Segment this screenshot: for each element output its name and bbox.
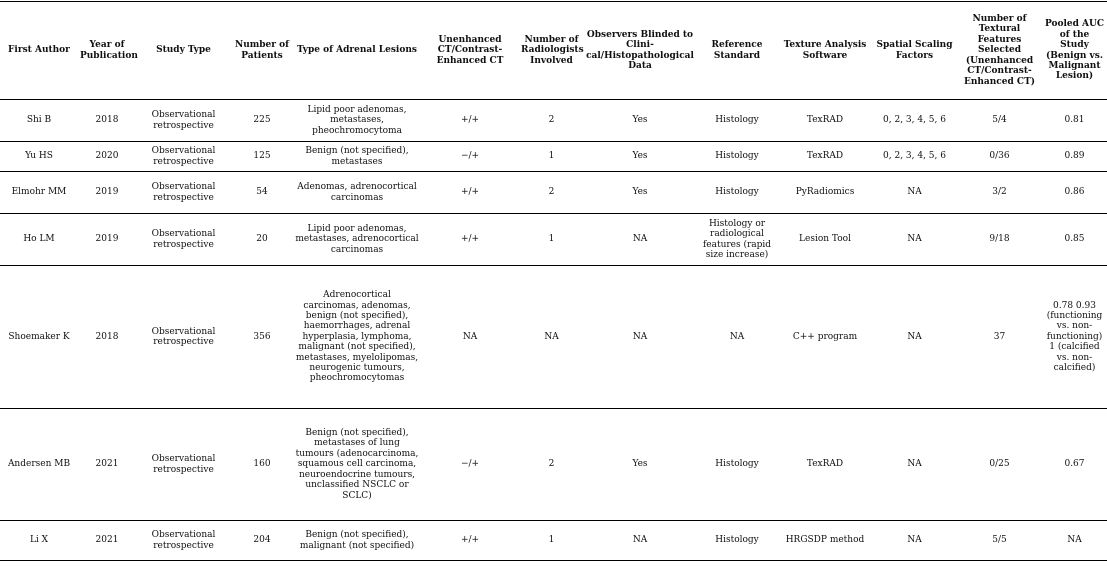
- cell-auc: NA: [1067, 535, 1082, 546]
- header-patients: Number of Patients: [234, 40, 290, 61]
- cell-ct: +/+: [460, 115, 480, 126]
- cell-lesions: Benign (not specified), metastases: [305, 146, 409, 167]
- cell-auc: 0.86: [1064, 187, 1085, 198]
- cell-reference: NA: [729, 331, 745, 342]
- cell-auc: 0.89: [1064, 151, 1085, 162]
- cell-first-author: Li X: [29, 535, 49, 546]
- cell-study-type: Observational retrospective: [151, 530, 216, 551]
- cell-study-type: Observational retrospective: [151, 229, 216, 250]
- cell-lesions: Lipid poor adenomas, metastases, pheochromocytoma: [307, 104, 407, 136]
- cell-radiologists: NA: [544, 331, 559, 342]
- cell-features: 9/18: [989, 234, 1010, 245]
- cell-reference: Histology: [715, 535, 759, 546]
- cell-first-author: Elmohr MM: [11, 187, 67, 198]
- cell-auc: 0.78 0.93 (functioning vs. non-functioning) 1 (calcified vs. non-calcified): [1046, 300, 1103, 374]
- header-scaling: Spatial Scaling Factors: [876, 40, 953, 61]
- cell-software: PyRadiomics: [795, 187, 855, 198]
- cell-radiologists: 1: [548, 151, 555, 162]
- table-row: [0, 100, 1107, 142]
- header-auc: Pooled AUC of the Study (Benign vs. Malignant Lesion): [1044, 19, 1105, 82]
- table-row: [0, 521, 1107, 561]
- cell-year: 2019: [95, 234, 119, 245]
- header-lesions: Type of Adrenal Lesions: [297, 45, 417, 56]
- table-row: [0, 409, 1107, 521]
- cell-first-author: Shi B: [26, 115, 52, 126]
- cell-lesions: Adenomas, adrenocortical carcinomas: [297, 182, 417, 203]
- cell-patients: 225: [253, 115, 271, 126]
- table-row: [0, 172, 1107, 214]
- cell-reference: Histology: [715, 151, 759, 162]
- cell-blinded: Yes: [632, 115, 648, 126]
- cell-scaling: NA: [907, 187, 922, 198]
- cell-features: 5/4: [992, 115, 1007, 126]
- cell-study-type: Observational retrospective: [151, 454, 216, 475]
- cell-blinded: Yes: [632, 459, 648, 470]
- cell-radiologists: 2: [548, 115, 555, 126]
- cell-scaling: NA: [907, 535, 922, 546]
- cell-first-author: Yu HS: [25, 151, 53, 162]
- table-row: [0, 266, 1107, 409]
- cell-lesions: Benign (not specified), metastases of lung tumours (adenocarcinoma, squamous cell carcinoma, neuroendocrine tumours, unclassified NSCLC or SCLC): [295, 428, 419, 501]
- table-row: [0, 214, 1107, 266]
- cell-software: C++ program: [792, 331, 858, 342]
- cell-software: TexRAD: [806, 151, 844, 162]
- cell-blinded: NA: [632, 234, 648, 245]
- cell-reference: Histology: [715, 115, 759, 126]
- cell-ct: +/+: [460, 535, 480, 546]
- table-row: [0, 142, 1107, 172]
- cell-blinded: Yes: [632, 187, 648, 198]
- cell-software: TexRAD: [806, 459, 844, 470]
- cell-features: 37: [993, 331, 1006, 342]
- cell-auc: 0.85: [1064, 234, 1085, 245]
- cell-scaling: NA: [907, 331, 922, 342]
- cell-ct: +/+: [460, 234, 480, 245]
- cell-blinded: Yes: [632, 151, 648, 162]
- cell-ct: +/+: [460, 187, 480, 198]
- header-row: [0, 2, 1107, 100]
- cell-year: 2019: [95, 187, 119, 198]
- cell-radiologists: 1: [548, 234, 555, 245]
- cell-features: 5/5: [992, 535, 1007, 546]
- cell-scaling: 0, 2, 3, 4, 5, 6: [883, 151, 946, 162]
- cell-year: 2021: [95, 535, 119, 546]
- cell-scaling: 0, 2, 3, 4, 5, 6: [883, 115, 946, 126]
- header-features: Number of Textural Features Selected (Unenhanced CT/Contrast-Enhanced CT): [963, 14, 1036, 87]
- results-table: [0, 1, 1107, 561]
- cell-reference: Histology: [715, 187, 759, 198]
- cell-software: Lesion Tool: [799, 234, 851, 245]
- cell-blinded: NA: [632, 331, 648, 342]
- cell-year: 2021: [95, 459, 119, 470]
- cell-software: HRGSDP method: [785, 535, 865, 546]
- cell-ct: NA: [462, 331, 478, 342]
- cell-auc: 0.81: [1064, 115, 1085, 126]
- cell-lesions: Adrenocortical carcinomas, adenomas, benign (not specified), haemorrhages, adrenal hyperplasia, lymphoma, malignant (not specified), metastases, myelolipomas, neurogenic tumours, pheochromocytomas: [295, 290, 419, 384]
- cell-patients: 356: [253, 331, 271, 342]
- cell-first-author: Andersen MB: [7, 459, 71, 470]
- cell-radiologists: 2: [548, 459, 555, 470]
- cell-ct: −/+: [460, 459, 480, 470]
- header-study-type: Study Type: [156, 45, 211, 56]
- header-radiologists: Number of Radiologists Involved: [521, 34, 584, 66]
- cell-first-author: Ho LM: [23, 234, 55, 245]
- cell-year: 2018: [95, 331, 119, 342]
- cell-lesions: Benign (not specified), malignant (not specified): [299, 530, 415, 551]
- cell-study-type: Observational retrospective: [151, 146, 216, 167]
- cell-features: 3/2: [992, 187, 1007, 198]
- header-ct: Unenhanced CT/Contrast-Enhanced CT: [436, 34, 504, 66]
- header-software: Texture Analysis Software: [783, 40, 867, 61]
- cell-reference: Histology or radiological features (rapid size increase): [702, 218, 772, 260]
- cell-blinded: NA: [632, 535, 648, 546]
- cell-features: 0/36: [989, 151, 1010, 162]
- cell-first-author: Shoemaker K: [8, 331, 70, 342]
- cell-year: 2020: [95, 151, 119, 162]
- cell-patients: 160: [253, 459, 271, 470]
- cell-auc: 0.67: [1064, 459, 1085, 470]
- cell-study-type: Observational retrospective: [151, 326, 216, 347]
- header-first-author: First Author: [8, 45, 70, 56]
- cell-patients: 125: [253, 151, 271, 162]
- cell-features: 0/25: [989, 459, 1010, 470]
- cell-reference: Histology: [715, 459, 759, 470]
- header-year: Year of Publication: [80, 40, 138, 61]
- cell-patients: 204: [253, 535, 271, 546]
- cell-patients: 20: [256, 234, 268, 245]
- cell-study-type: Observational retrospective: [151, 110, 216, 131]
- cell-lesions: Lipid poor adenomas, metastases, adrenocortical carcinomas: [295, 223, 419, 255]
- cell-radiologists: 2: [548, 187, 555, 198]
- header-reference: Reference Standard: [711, 40, 763, 61]
- cell-software: TexRAD: [806, 115, 844, 126]
- cell-radiologists: 1: [548, 535, 555, 546]
- cell-patients: 54: [256, 187, 268, 198]
- cell-study-type: Observational retrospective: [151, 182, 216, 203]
- cell-year: 2018: [95, 115, 119, 126]
- cell-scaling: NA: [907, 459, 922, 470]
- cell-scaling: NA: [907, 234, 922, 245]
- header-blinded: Observers Blinded to Clini-cal/Histopathological Data: [586, 29, 694, 71]
- cell-ct: −/+: [460, 151, 480, 162]
